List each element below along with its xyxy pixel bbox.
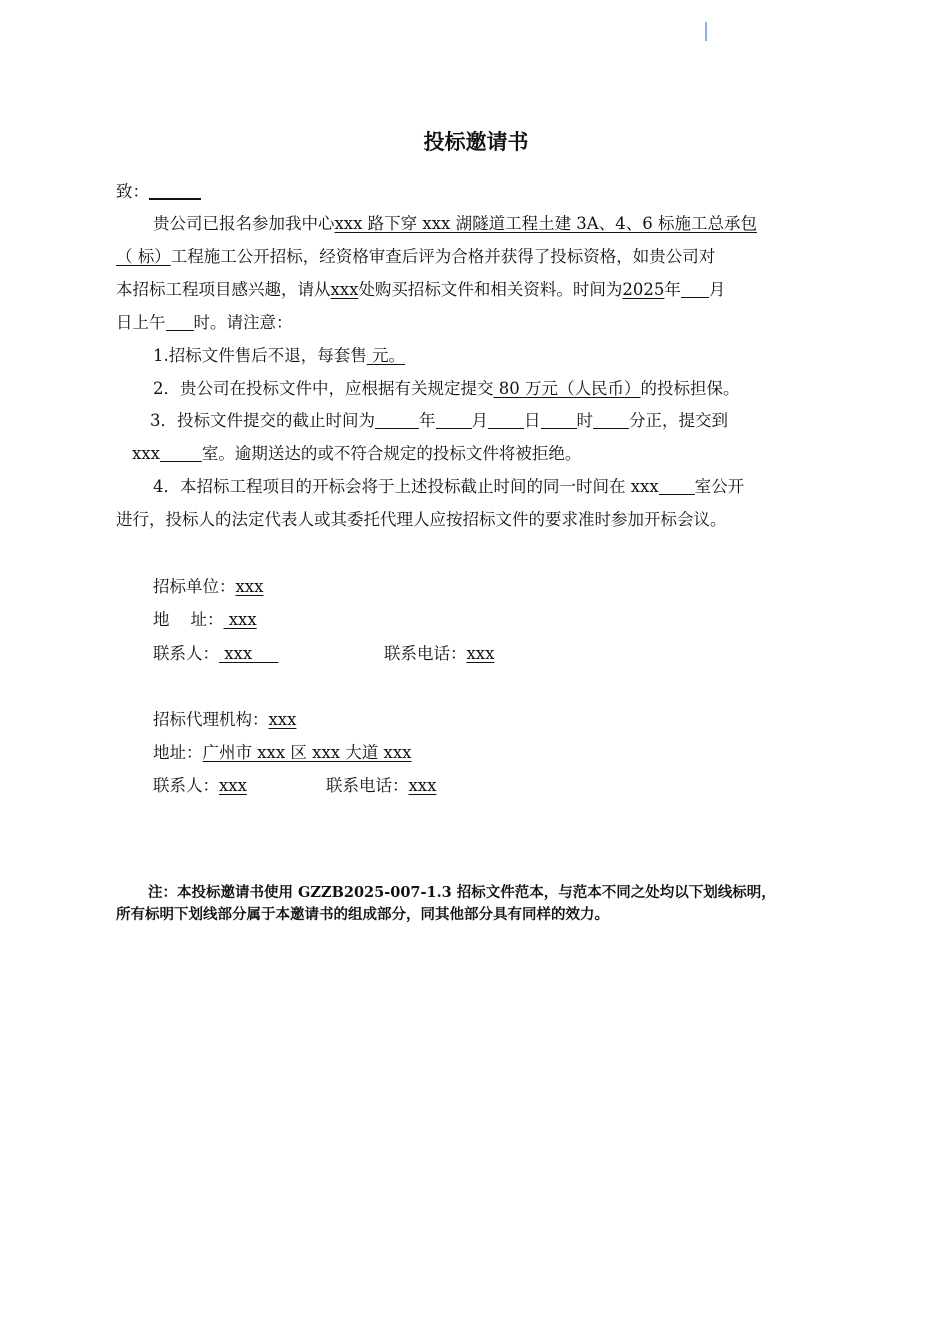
to-line <box>116 178 201 202</box>
to-label: 致： <box>116 182 149 201</box>
para1-text: 本招标工程项目感兴趣，请从 <box>116 280 331 299</box>
para1-line4 <box>116 309 293 333</box>
deadline-day-blank <box>488 412 524 430</box>
text-cursor-mark <box>705 22 707 41</box>
agency-label: 招标代理机构： <box>153 710 269 729</box>
para1-text: 工程施工公开招标，经资格审查后评为合格并获得了投标资格，如贵公司对 <box>170 247 716 266</box>
footnote-line2: 所有标明下划线部分属于本邀请书的组成部分，同其他部分具有同样的效力。 <box>116 906 609 923</box>
opening-room-blank <box>659 478 695 496</box>
hour-blank <box>166 314 194 332</box>
item-2 <box>153 375 740 399</box>
agency-org <box>153 706 296 730</box>
purchase-location: xxx <box>330 280 359 299</box>
para1-line1 <box>153 210 757 234</box>
contact-value: xxx <box>219 644 279 663</box>
bid-guarantee-amount: 80 万元（人民币） <box>493 379 641 398</box>
document-price: 元。 <box>366 346 405 365</box>
contact-label: 联系人： <box>153 644 219 663</box>
para1-text: 时。请注意： <box>193 313 293 332</box>
purchase-year: 2025 <box>622 280 665 299</box>
deadline-hour-blank <box>541 412 577 430</box>
section-number: （ 标） <box>116 247 171 266</box>
item1-text: 1.招标文件售后不退，每套售 <box>153 346 367 365</box>
item2-text: 2．贵公司在投标文件中，应根据有关规定提交 <box>153 379 494 398</box>
room-blank <box>160 445 202 463</box>
tenderer-phone <box>384 640 494 664</box>
item3-text: 室。逾期送达的或不符合规定的投标文件将被拒绝。 <box>201 444 582 463</box>
para1-line2 <box>116 243 715 267</box>
submission-location: xxx <box>132 444 160 463</box>
item4-text: 室公开 <box>694 477 745 496</box>
para1-line3 <box>116 276 725 300</box>
unit-value: xxx <box>235 577 264 596</box>
contact-label: 联系人： <box>153 776 219 795</box>
phone-label: 联系电话： <box>384 644 467 663</box>
month-blank <box>681 281 709 299</box>
minute-label: 分正，提交到 <box>629 411 728 430</box>
footnote-line1: 注：本投标邀请书使用 GZZB2025-007-1.3 招标文件范本，与范本不同之处均以下划线标明， <box>148 884 776 901</box>
project-name: xxx 路下穿 xxx 湖隧道工程土建 3A、4、6 标施工总承包 <box>334 214 757 233</box>
para1-text: 处购买招标文件和相关资料。时间为 <box>358 280 623 299</box>
phone-value: xxx <box>466 644 495 663</box>
tenderer-address <box>153 606 257 630</box>
month-label: 月 <box>708 280 726 299</box>
item4-text: 进行，投标人的法定代表人或其委托代理人应按招标文件的要求准时参加开标会议。 <box>116 510 727 529</box>
deadline-minute-blank <box>593 412 629 430</box>
address-label: 地址： <box>153 743 203 762</box>
para1-text: 贵公司已报名参加我中心 <box>153 214 335 233</box>
to-blank <box>149 182 201 201</box>
phone-label: 联系电话： <box>326 776 409 795</box>
year-label: 年 <box>419 411 436 430</box>
agency-value: xxx <box>268 710 297 729</box>
address-value: 广州市 xxx 区 xxx 大道 xxx <box>202 743 412 762</box>
item-4-line2 <box>116 506 727 530</box>
document-title: 投标邀请书 <box>423 130 529 154</box>
contact-value: xxx <box>219 776 247 795</box>
item-1 <box>153 342 405 366</box>
item3-text: 3．投标文件提交的截止时间为 <box>150 411 375 430</box>
item-4-line1 <box>153 473 744 497</box>
tenderer-unit <box>153 573 263 597</box>
address-value: xxx <box>223 610 257 629</box>
month-label: 月 <box>471 411 488 430</box>
item2-text: 的投标担保。 <box>640 379 740 398</box>
footnote <box>116 882 846 926</box>
item4-text: 4．本招标工程项目的开标会将于上述投标截止时间的同一时间在 xxx <box>153 477 659 496</box>
day-label: 日上午 <box>116 313 166 332</box>
hour-label: 时 <box>576 411 593 430</box>
year-label: 年 <box>664 280 681 299</box>
tenderer-contact <box>153 640 305 664</box>
deadline-year-blank <box>375 412 419 430</box>
unit-label: 招标单位： <box>153 577 236 596</box>
item-3-line1 <box>150 407 728 431</box>
agency-phone <box>326 772 436 796</box>
agency-address <box>153 739 411 763</box>
deadline-month-blank <box>436 412 472 430</box>
agency-contact <box>153 772 247 796</box>
phone-value: xxx <box>408 776 437 795</box>
item-3-line2 <box>132 440 581 464</box>
day-label: 日 <box>524 411 541 430</box>
address-label: 地 址： <box>153 610 224 629</box>
